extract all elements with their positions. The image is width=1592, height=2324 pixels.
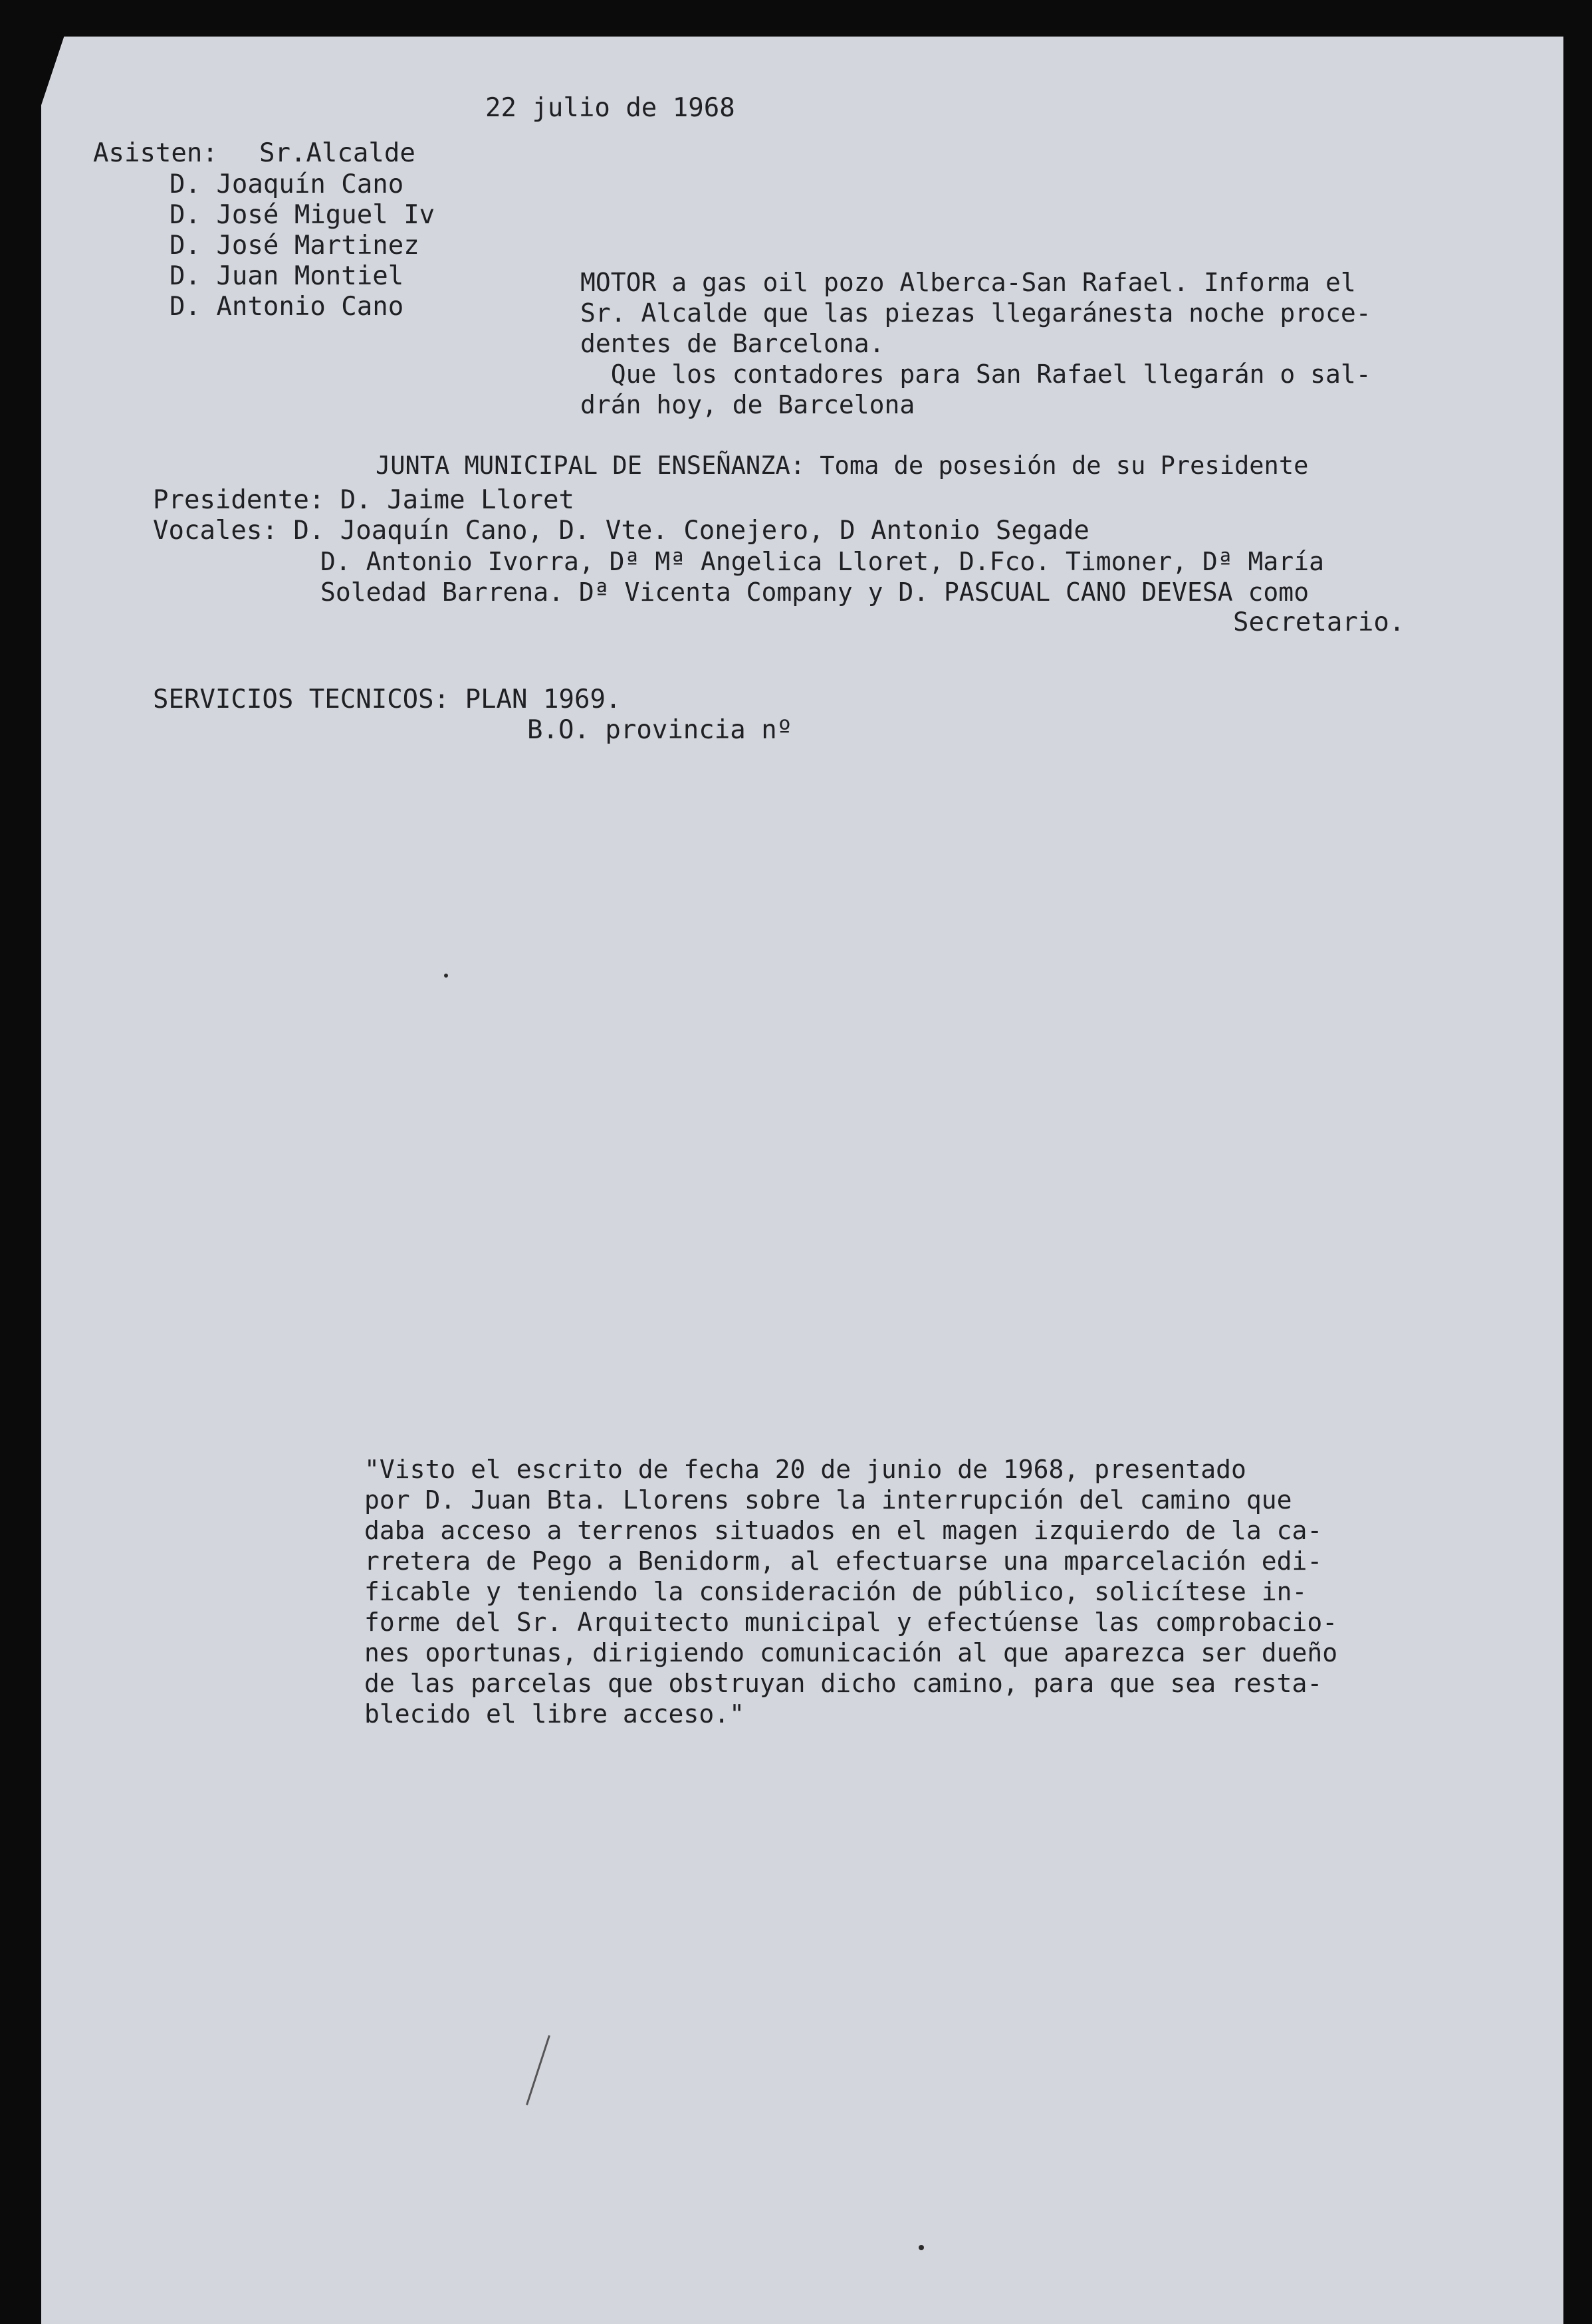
attendee-name: D. Juan Montiel (170, 261, 404, 291)
junta-vocales-line: D. Antonio Ivorra, Dª Mª Angelica Lloret, D.Fco. Timoner, Dª María (320, 547, 1324, 576)
resolution-line: daba acceso a terrenos situados en el magen izquierdo de la ca- (364, 1516, 1323, 1545)
ink-dot (919, 2245, 924, 2250)
resolution-line: rretera de Pego a Benidorm, al efectuarse una mparcelación edi- (364, 1546, 1323, 1576)
attendee-name: D. José Martinez (170, 231, 419, 261)
resolution-line: blecido el libre acceso." (364, 1699, 744, 1729)
motor-line: Sr. Alcalde que las piezas llegaránesta noche proce- (580, 298, 1371, 328)
junta-heading: JUNTA MUNICIPAL DE ENSEÑANZA: Toma de posesión de su Presidente (376, 451, 1309, 480)
attendee-name: D. Antonio Cano (170, 292, 404, 322)
servicios-subline: B.O. provincia nº (527, 715, 793, 745)
attendee-name: D. Joaquín Cano (170, 169, 404, 199)
resolution-line: por D. Juan Bta. Llorens sobre la interrupción del camino que (364, 1485, 1292, 1515)
junta-president: Presidente: D. Jaime Lloret (153, 485, 574, 515)
motor-line: dentes de Barcelona. (580, 329, 885, 358)
junta-vocales-line: Soledad Barrena. Dª Vicenta Company y D. PASCUAL CANO DEVESA como (320, 578, 1309, 607)
motor-line: drán hoy, de Barcelona (580, 390, 915, 419)
servicios-heading: SERVICIOS TECNICOS: PLAN 1969. (153, 685, 622, 714)
motor-line: Que los contadores para San Rafael llegarán o sal- (580, 360, 1371, 389)
resolution-line: ficable y teniendo la consideración de público, solicítese in- (364, 1577, 1308, 1606)
resolution-line: "Visto el escrito de fecha 20 de junio de 1968, presentado (364, 1455, 1246, 1484)
ink-dot (444, 974, 448, 978)
attendee-mayor: Sr.Alcalde (259, 138, 415, 168)
junta-vocales-line: Secretario. (1233, 607, 1405, 637)
resolution-line: forme del Sr. Arquitecto municipal y efectúense las comprobacio- (364, 1608, 1338, 1637)
resolution-line: nes oportunas, dirigiendo comunicación al que aparezca ser dueño (364, 1638, 1338, 1667)
junta-vocales-line: Vocales: D. Joaquín Cano, D. Vte. Conejero, D Antonio Segade (153, 516, 1089, 546)
motor-line: MOTOR a gas oil pozo Alberca-San Rafael. Informa el (580, 268, 1356, 297)
resolution-line: de las parcelas que obstruyan dicho camino, para que sea resta- (364, 1669, 1323, 1698)
attendees-label: Asisten: (93, 138, 218, 168)
document-date: 22 julio de 1968 (485, 93, 735, 123)
attendee-name: D. José Miguel Iv (170, 200, 435, 230)
